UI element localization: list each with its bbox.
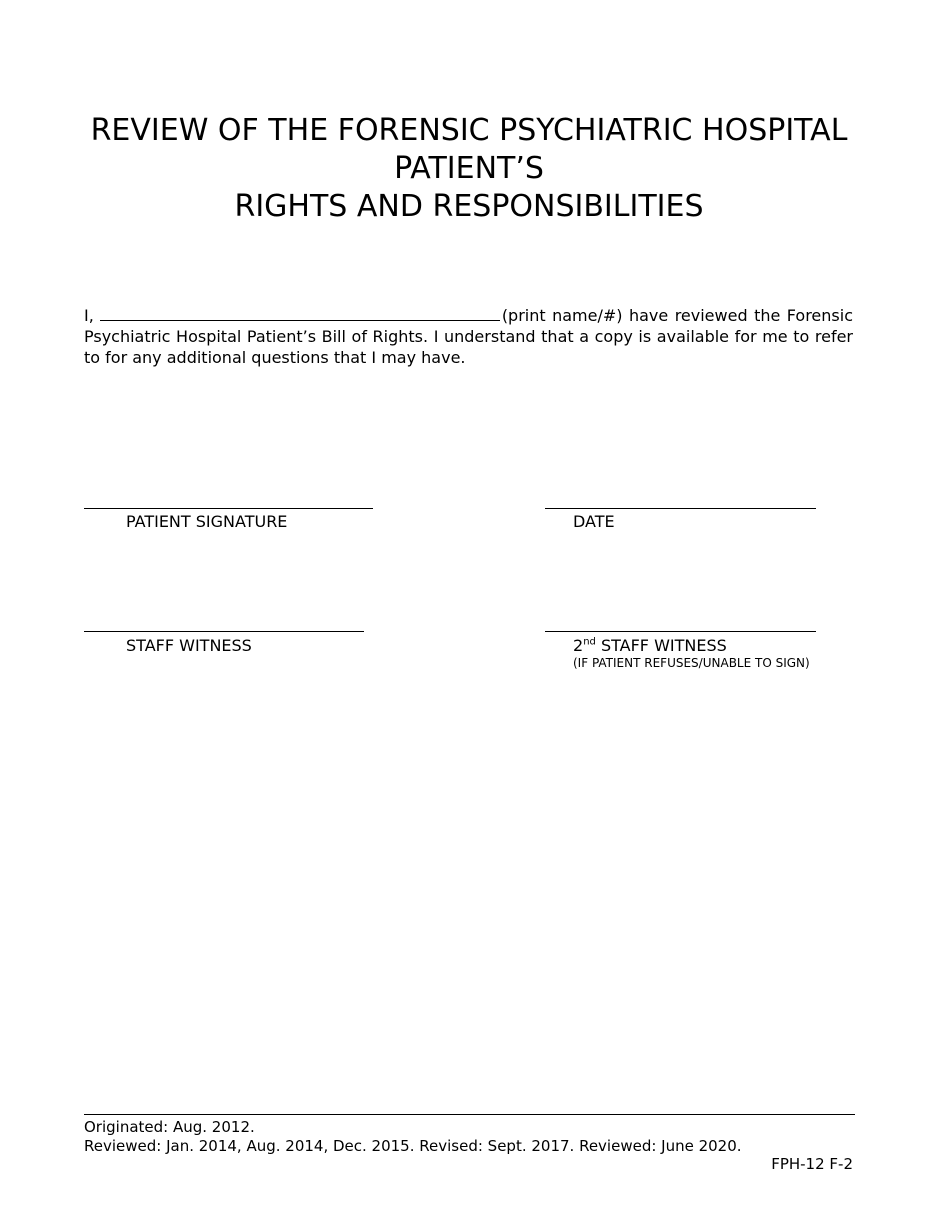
second-staff-witness-label (573, 636, 727, 656)
statement-prefix: I, (84, 306, 94, 325)
staff-witness-label: STAFF WITNESS (126, 636, 252, 655)
document-title (84, 112, 854, 226)
second-witness-text: STAFF WITNESS (595, 636, 727, 655)
title-line-2: PATIENT’S (394, 151, 544, 186)
date-line[interactable] (545, 508, 816, 509)
second-witness-note: (IF PATIENT REFUSES/UNABLE TO SIGN) (573, 656, 810, 670)
second-staff-witness-line[interactable] (545, 631, 816, 632)
patient-signature-label: PATIENT SIGNATURE (126, 512, 288, 531)
title-line-1: REVIEW OF THE FORENSIC PSYCHIATRIC HOSPITAL (90, 113, 848, 148)
staff-witness-line[interactable] (84, 631, 364, 632)
print-name-blank[interactable] (100, 306, 500, 321)
patient-signature-line[interactable] (84, 508, 373, 509)
second-witness-ordinal: nd (583, 636, 596, 648)
footer-divider (84, 1114, 855, 1115)
statement-text: (print name/#) have reviewed the Forensic Psychiatric Hospital Patient’s Bill of Rights. I understand that a copy is available for me to refer to for any additional questions that I may have. (84, 306, 853, 367)
footer-originated: Originated: Aug. 2012. (84, 1118, 255, 1136)
second-witness-number: 2 (573, 636, 584, 655)
acknowledgement-statement (84, 305, 853, 368)
footer-revision-history: Reviewed: Jan. 2014, Aug. 2014, Dec. 2015. Revised: Sept. 2017. Reviewed: June 2020. (84, 1137, 742, 1155)
form-code: FPH-12 F-2 (771, 1155, 853, 1173)
date-label: DATE (573, 512, 615, 531)
title-line-3: RIGHTS AND RESPONSIBILITIES (234, 189, 704, 224)
